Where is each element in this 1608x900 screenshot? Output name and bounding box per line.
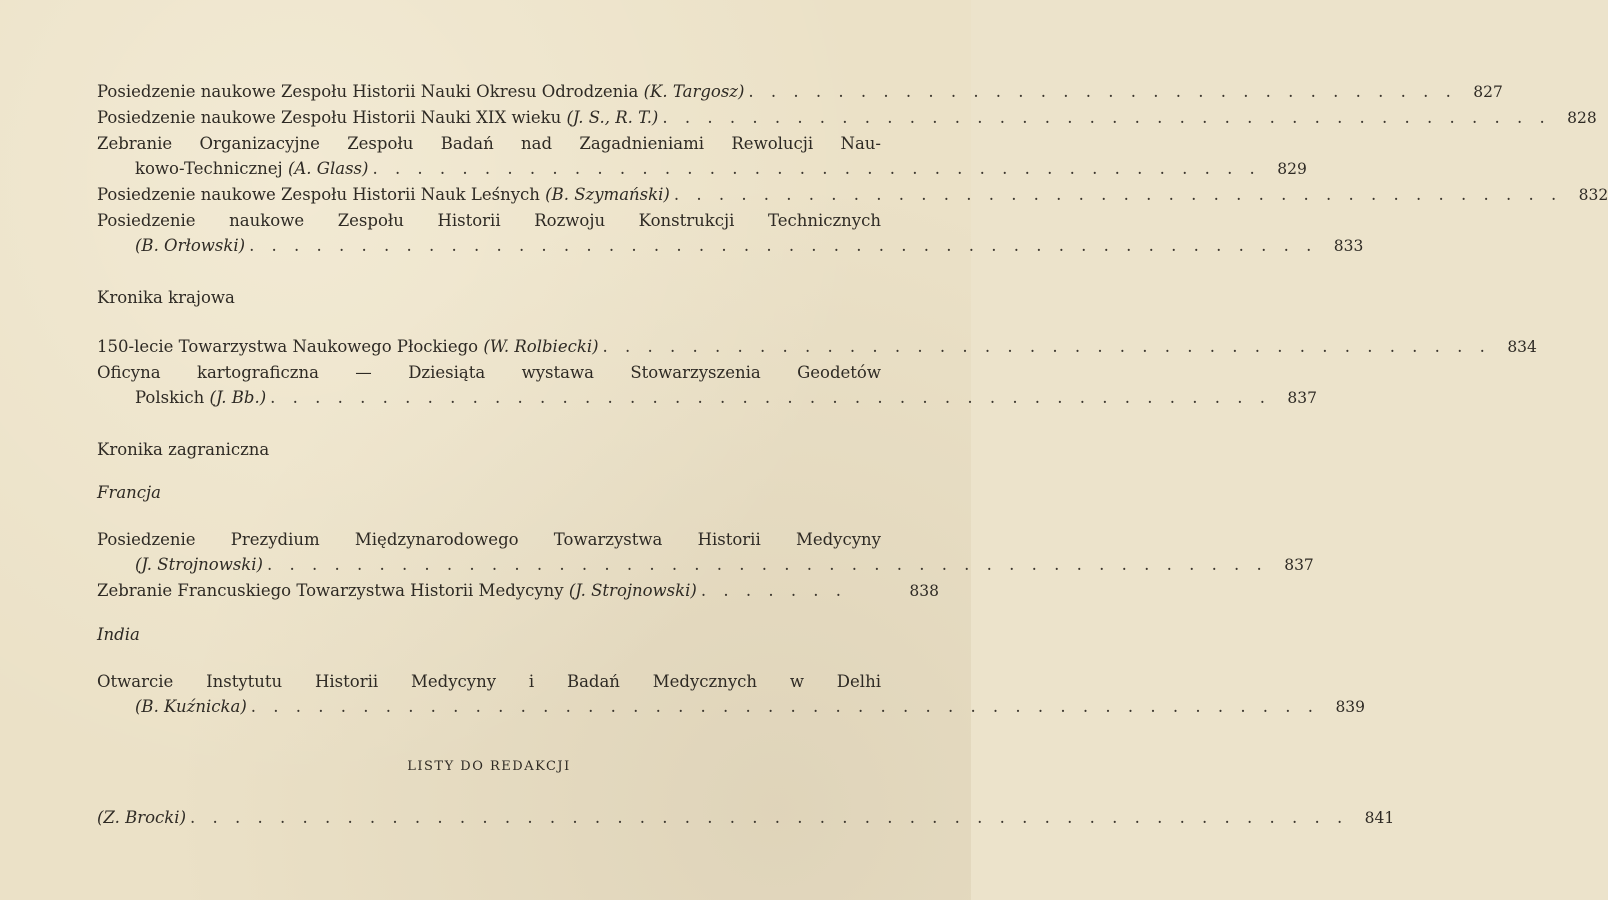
dot-leader: . . . . . . . <box>700 581 848 600</box>
entry-title-line: Posiedzenie naukowe Zespołu Historii Rozwoju Konstrukcji Technicznych <box>97 211 881 230</box>
entry-author: (K. Targosz) <box>643 82 745 101</box>
dot-leader: . . . . . . . . . . . . . . . . . . . . . . . . . . . . . . . . . . . . . . . . . . . . . <box>267 555 1268 574</box>
dot-leader: . . . . . . . . . . . . . . . . . . . . . . . . . . . . . . . . . . . . . . . . <box>602 337 1491 356</box>
dot-leader: . . . . . . . . . . . . . . . . . . . . . . . . . . . . . . . . . . . . . . . . <box>673 185 1563 204</box>
entry-page-number: 837 <box>1284 556 1314 574</box>
rubric-heading-listy: LISTY DO REDAKCJI <box>407 759 571 774</box>
entry-title-line: Posiedzenie Prezydium Międzynarodowego Towarzystwa Historii Medycyny <box>97 530 881 549</box>
entry-page-number: 837 <box>1287 389 1317 407</box>
entry-page-number: 841 <box>1364 809 1395 827</box>
dot-leader: . . . . . . . . . . . . . . . . . . . . . . . . . . . . . . . . . . . . . . . . . . . . . . . . <box>249 236 1318 255</box>
section-heading-krajowa: Kronika krajowa <box>97 288 235 307</box>
toc-entry <box>97 578 939 604</box>
entry-title: Posiedzenie naukowe Zespołu Historii Nauki Okresu Odrodzenia <box>97 82 639 101</box>
toc-entry <box>97 334 1537 360</box>
entry-page-number: 834 <box>1507 338 1537 356</box>
toc-entry <box>97 131 1307 182</box>
entry-author: (B. Szymański) <box>545 185 670 204</box>
dot-leader: . . . . . . . . . . . . . . . . . . . . . . . . . . . . . . . . . . . . . . . . . . . . . . . . <box>250 697 1320 716</box>
entry-title-line: Otwarcie Instytutu Historii Medycyny i Badań Medycznych w Delhi <box>97 672 881 691</box>
entry-author: (J. Strojnowski) <box>568 581 697 600</box>
entry-title: Zebranie Francuskiego Towarzystwa Historii Medycyny <box>97 581 564 600</box>
entry-author: (B. Orłowski) <box>135 236 246 255</box>
entry-page-number: 833 <box>1333 237 1364 255</box>
toc-entry <box>97 360 1317 411</box>
entry-title-line: Polskich <box>135 388 205 407</box>
toc-entry <box>97 208 1364 259</box>
toc-entry <box>97 527 1314 578</box>
toc-entry <box>97 182 1608 208</box>
dot-leader: . . . . . . . . . . . . . . . . . . . . . . . . . . . . . . . . . . . . . . . . <box>372 159 1261 178</box>
toc-entry <box>97 79 1503 105</box>
country-heading-india: India <box>97 625 140 644</box>
table-of-contents <box>97 79 1608 831</box>
entry-author: (J. Strojnowski) <box>135 555 263 574</box>
dot-leader: . . . . . . . . . . . . . . . . . . . . . . . . . . . . . . . . . . . . . . . . <box>662 108 1551 127</box>
entry-page-number: 829 <box>1277 160 1307 178</box>
country-heading-francja: Francja <box>97 483 161 502</box>
toc-entry <box>97 669 1366 720</box>
toc-entry <box>97 105 1597 131</box>
entry-title: Posiedzenie naukowe Zespołu Historii Nauk Leśnych <box>97 185 540 204</box>
entry-page-number: 832 <box>1578 186 1608 204</box>
dot-leader: . . . . . . . . . . . . . . . . . . . . . . . . . . . . . . . . . . . . . . . . . . . . . . . . . . . . <box>190 808 1349 827</box>
entry-title-line: Zebranie Organizacyjne Zespołu Badań nad Zagadnieniami Rewolucji Nau- <box>97 134 881 153</box>
entry-title-line: Oficyna kartograficzna — Dziesiąta wystawa Stowarzyszenia Geodetów <box>97 363 881 382</box>
entry-author: (W. Rolbiecki) <box>483 337 599 356</box>
entry-author: (A. Glass) <box>287 159 369 178</box>
section-heading-zagraniczna: Kronika zagraniczna <box>97 440 270 459</box>
entry-page-number: 839 <box>1335 698 1366 716</box>
entry-author: (B. Kuźnicka) <box>135 697 247 716</box>
entry-page-number: 827 <box>1473 83 1503 101</box>
dot-leader: . . . . . . . . . . . . . . . . . . . . . . . . . . . . . . . . <box>748 82 1457 101</box>
entry-author: (Z. Brocki) <box>97 808 187 827</box>
entry-author: (J. S., R. T.) <box>566 108 659 127</box>
entry-title-line: kowo-Technicznej <box>135 159 283 178</box>
entry-author: (J. Bb.) <box>209 388 267 407</box>
entry-title: Posiedzenie naukowe Zespołu Historii Nauki XIX wieku <box>97 108 562 127</box>
entry-title: 150-lecie Towarzystwa Naukowego Płockiego <box>97 337 479 356</box>
entry-page-number: 838 <box>909 582 939 600</box>
toc-entry <box>97 805 1395 831</box>
dot-leader: . . . . . . . . . . . . . . . . . . . . . . . . . . . . . . . . . . . . . . . . . . . . . <box>270 388 1271 407</box>
entry-page-number: 828 <box>1567 109 1597 127</box>
